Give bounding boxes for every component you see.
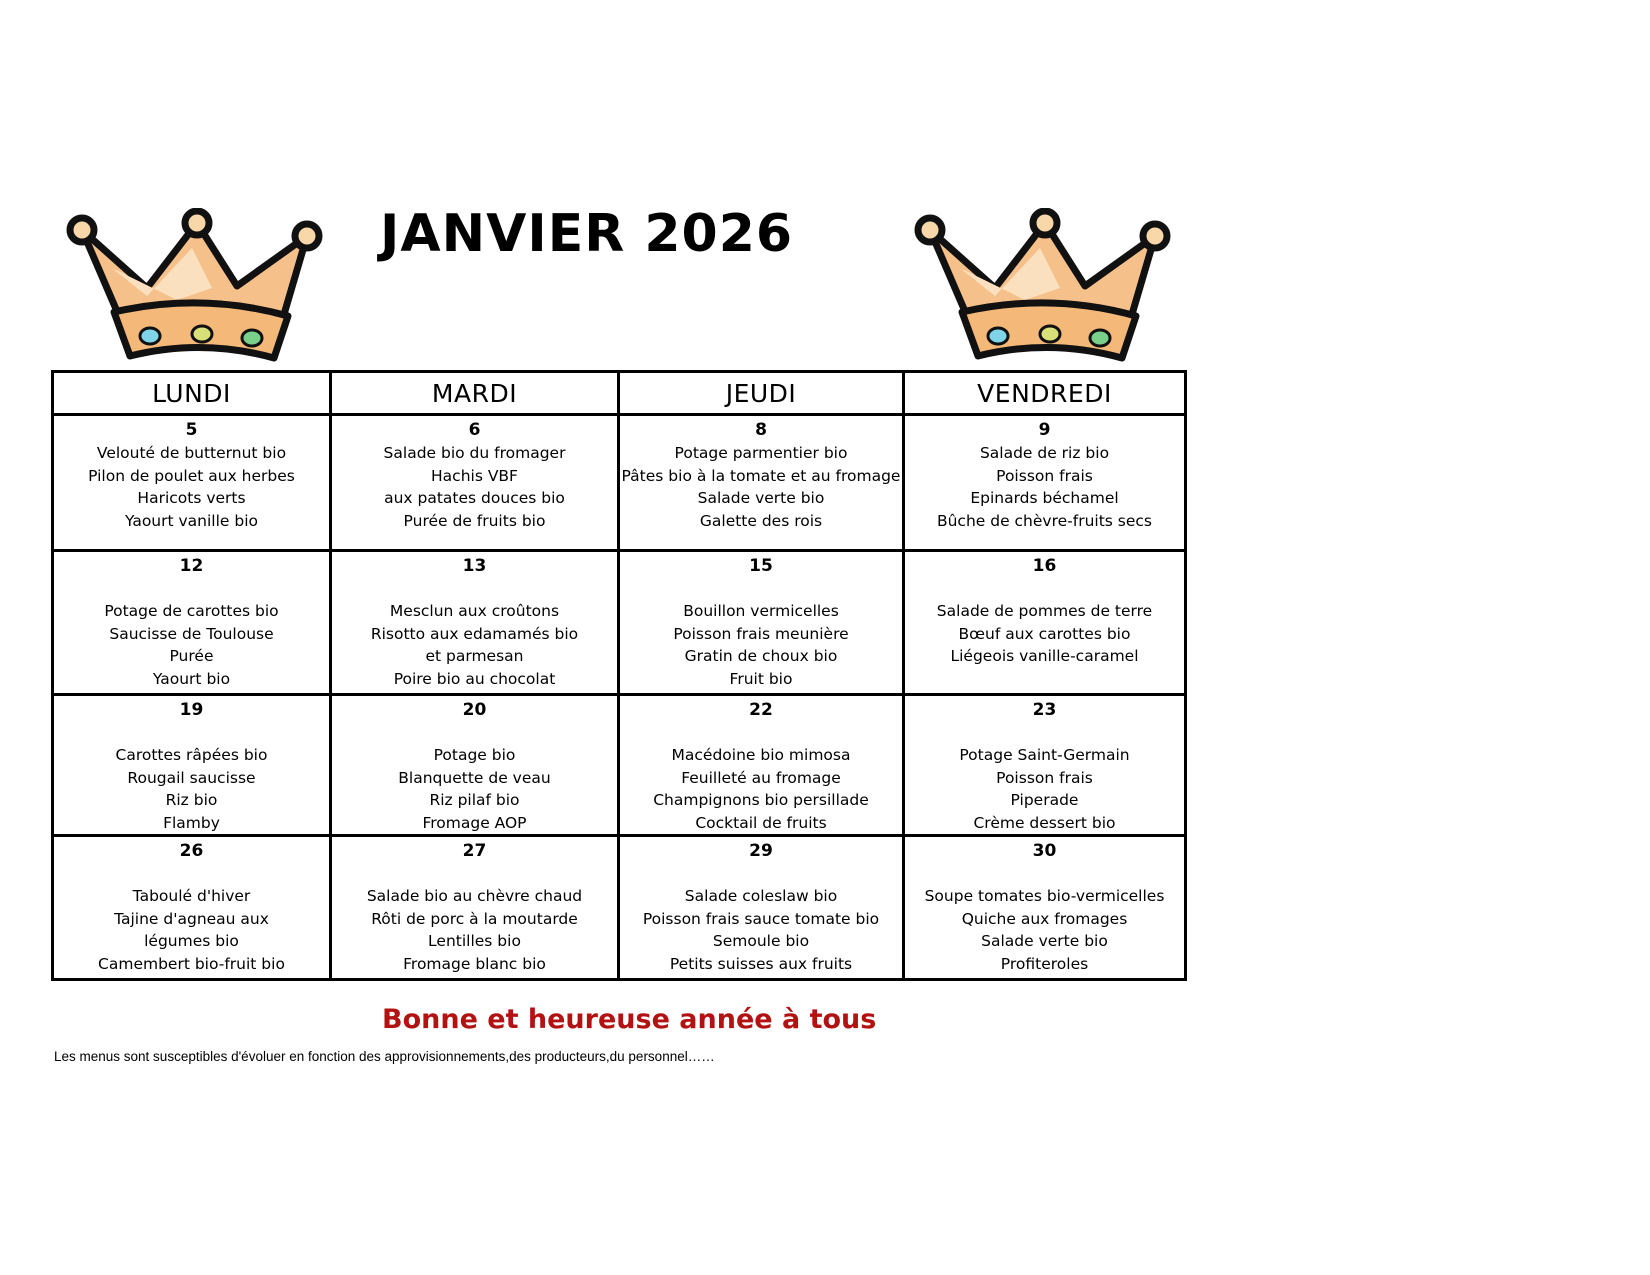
dish: Riz pilaf bio: [429, 791, 520, 809]
dish: Rôti de porc à la moutarde: [371, 909, 578, 928]
dish: Gratin de choux bio: [684, 647, 838, 665]
dish: Poisson frais meunière: [673, 624, 849, 643]
dish: Risotto aux edamamés bio: [370, 624, 579, 643]
day-number: 30: [1032, 841, 1057, 861]
dish: Yaourt vanille bio: [124, 511, 259, 530]
day-cell: [904, 551, 1186, 695]
day-cell: [904, 415, 1186, 551]
week-row: [53, 415, 1186, 551]
greeting-text: Bonne et heureuse année à tous: [382, 1004, 877, 1035]
dish: Poire bio au chocolat: [393, 669, 556, 688]
dish: Carottes râpées bio: [115, 746, 268, 764]
dish: Purée de fruits bio: [403, 511, 546, 530]
dish: Taboulé d'hiver: [132, 887, 251, 905]
dish: Cocktail de fruits: [695, 813, 827, 832]
dish: Salade de riz bio: [979, 444, 1110, 462]
header-row: [53, 372, 1186, 415]
week-row: [53, 836, 1186, 980]
dish: Petits suisses aux fruits: [669, 954, 853, 973]
dish: Piperade: [1010, 791, 1079, 809]
dish: Potage de carottes bio: [104, 602, 279, 620]
day-number: 26: [179, 841, 204, 861]
day-cell: [331, 415, 619, 551]
day-number: 6: [468, 420, 481, 440]
day-number: 27: [462, 841, 487, 861]
day-cell: [619, 551, 904, 695]
dish: Potage bio: [433, 746, 516, 764]
day-number: 8: [755, 420, 767, 440]
dish: Camembert bio-fruit bio: [98, 954, 285, 973]
dish: Salade verte bio: [981, 932, 1108, 950]
dish: Profiteroles: [1000, 954, 1089, 973]
menu-table: [51, 370, 1187, 981]
day-number: 12: [179, 556, 204, 576]
day-cell: [331, 551, 619, 695]
day-cell: [53, 551, 331, 695]
dish: Purée: [169, 647, 214, 665]
header-lundi: LUNDI: [53, 372, 331, 415]
dish: Fruit bio: [729, 669, 793, 688]
dish: Fromage AOP: [422, 813, 527, 832]
dish: Fromage blanc bio: [403, 954, 546, 973]
header-vendredi: VENDREDI: [904, 372, 1186, 415]
dish: Macédoine bio mimosa: [671, 746, 851, 764]
dish: légumes bio: [144, 932, 239, 950]
dish: Salade de pommes de terre: [936, 602, 1153, 620]
day-number: 19: [179, 700, 204, 720]
day-cell: [904, 695, 1186, 836]
dish: Champignons bio persillade: [653, 791, 869, 809]
dish: Feuilleté au fromage: [681, 768, 841, 787]
day-number: 15: [749, 556, 773, 576]
day-cell: [331, 695, 619, 836]
dish: Mesclun aux croûtons: [389, 602, 560, 620]
day-cell: [904, 836, 1186, 980]
day-cell: [619, 415, 904, 551]
day-cell: [619, 695, 904, 836]
crown-icon: [900, 208, 1190, 368]
day-number: 20: [462, 700, 487, 720]
dish: Pilon de poulet aux herbes: [88, 466, 295, 485]
dish: Bouillon vermicelles: [683, 602, 839, 620]
dish: Poisson frais sauce tomate bio: [642, 909, 880, 928]
page-title: JANVIER 2026: [380, 204, 794, 264]
day-number: 22: [749, 700, 773, 720]
dish: Saucisse de Toulouse: [109, 624, 274, 643]
dish: Soupe tomates bio-vermicelles: [924, 887, 1165, 905]
crown-icon: [52, 208, 342, 368]
footnote: Les menus sont susceptibles d'évoluer en fonction des approvisionnements,des producteurs,du personnel……: [54, 1049, 715, 1064]
day-number: 23: [1032, 700, 1057, 720]
dish: Bûche de chèvre-fruits secs: [936, 511, 1153, 530]
dish: Quiche aux fromages: [961, 909, 1128, 928]
dish: Liégeois vanille-caramel: [950, 647, 1139, 665]
dish: Lentilles bio: [428, 932, 521, 950]
dish: Potage Saint-Germain: [959, 746, 1130, 764]
dish: Bœuf aux carottes bio: [958, 624, 1131, 643]
dish: Riz bio: [165, 791, 218, 809]
week-row: [53, 551, 1186, 695]
dish: Salade coleslaw bio: [684, 887, 838, 905]
day-cell: [53, 415, 331, 551]
day-cell: [53, 695, 331, 836]
day-number: 9: [1038, 420, 1051, 440]
dish: Salade verte bio: [697, 489, 825, 507]
dish: Yaourt bio: [152, 669, 231, 688]
day-number: 13: [462, 556, 487, 576]
dish: Salade bio au chèvre chaud: [366, 887, 583, 905]
dish: Crème dessert bio: [973, 813, 1116, 832]
dish: Salade bio du fromager: [383, 444, 566, 462]
day-cell: [331, 836, 619, 980]
dish: Galette des rois: [699, 511, 823, 530]
dish: et parmesan: [425, 647, 524, 665]
day-cell: [53, 836, 331, 980]
dish: Potage parmentier bio: [674, 444, 848, 462]
header-jeudi: JEUDI: [619, 372, 904, 415]
dish: Flamby: [163, 813, 220, 832]
dish: Haricots verts: [137, 489, 246, 507]
day-number: 5: [185, 420, 198, 440]
dish: Hachis VBF: [431, 466, 518, 485]
day-number: 16: [1032, 556, 1057, 576]
dish: Semoule bio: [712, 932, 810, 950]
dish: Velouté de butternut bio: [96, 444, 287, 462]
day-number: 29: [749, 841, 773, 861]
dish: Blanquette de veau: [398, 768, 551, 787]
week-row: [53, 695, 1186, 836]
day-cell: [619, 836, 904, 980]
dish: Tajine d'agneau aux: [114, 909, 269, 928]
dish: Poisson frais: [996, 466, 1093, 485]
header-mardi: MARDI: [331, 372, 619, 415]
dish: aux patates douces bio: [384, 489, 565, 507]
dish: Pâtes bio à la tomate et au fromage: [621, 466, 901, 485]
dish: Epinards béchamel: [970, 489, 1119, 507]
dish: Poisson frais: [996, 768, 1093, 787]
dish: Rougail saucisse: [127, 768, 256, 787]
